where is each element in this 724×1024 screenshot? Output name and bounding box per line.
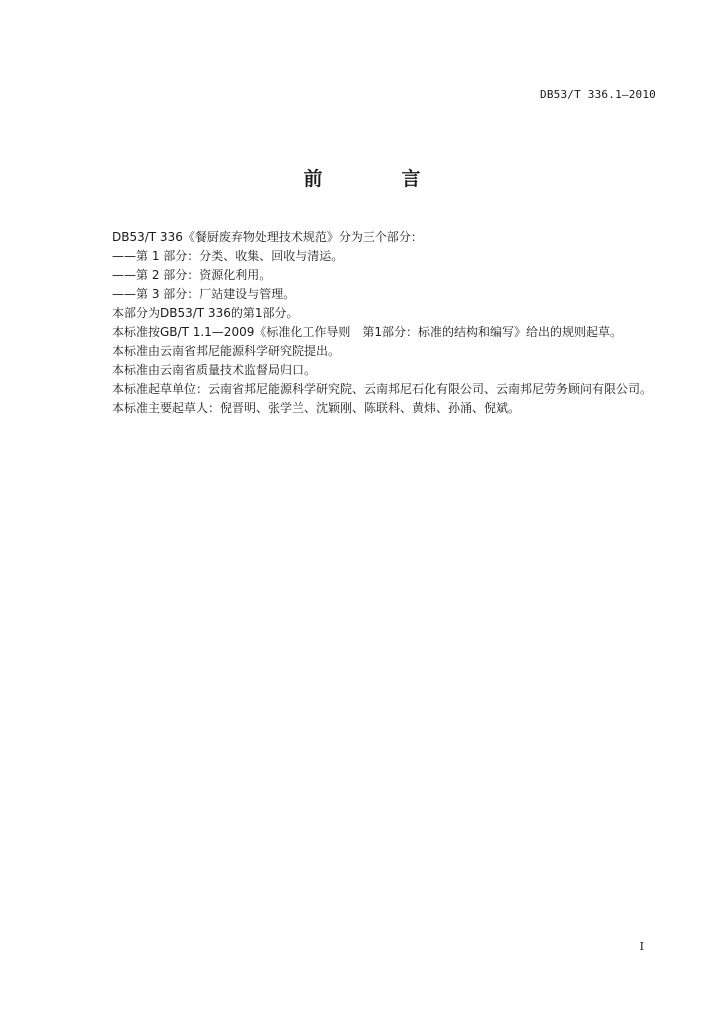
page-title: 前 言 bbox=[303, 168, 451, 190]
paragraph: 本标准按GB/T 1.1—2009《标准化工作导则 第1部分：标准的结构和编写》给出的规则起草。 bbox=[112, 325, 622, 339]
paragraph: 本标准起草单位：云南省邦尼能源科学研究院、云南邦尼石化有限公司、云南邦尼劳务顾问有限公司。 bbox=[112, 382, 653, 396]
paragraph: ——第 3 部分：厂站建设与管理。 bbox=[112, 287, 296, 301]
document-code: DB53/T 336.1—2010 bbox=[540, 88, 656, 101]
foreword-body bbox=[88, 228, 658, 418]
paragraph: ——第 2 部分：资源化利用。 bbox=[112, 268, 272, 282]
paragraph: 本部分为DB53/T 336的第1部分。 bbox=[112, 306, 299, 320]
paragraph: 本标准由云南省邦尼能源科学研究院提出。 bbox=[112, 344, 341, 358]
paragraph: ——第 1 部分：分类、收集、回收与清运。 bbox=[112, 249, 344, 263]
paragraph: 本标准主要起草人：倪晋明、张学兰、沈颖刚、陈联科、黄炜、孙涌、倪斌。 bbox=[112, 401, 521, 415]
paragraph: DB53/T 336《餐厨废弃物处理技术规范》分为三个部分： bbox=[112, 230, 423, 244]
paragraph: 本标准由云南省质量技术监督局归口。 bbox=[112, 363, 317, 377]
page-number: I bbox=[639, 940, 644, 953]
